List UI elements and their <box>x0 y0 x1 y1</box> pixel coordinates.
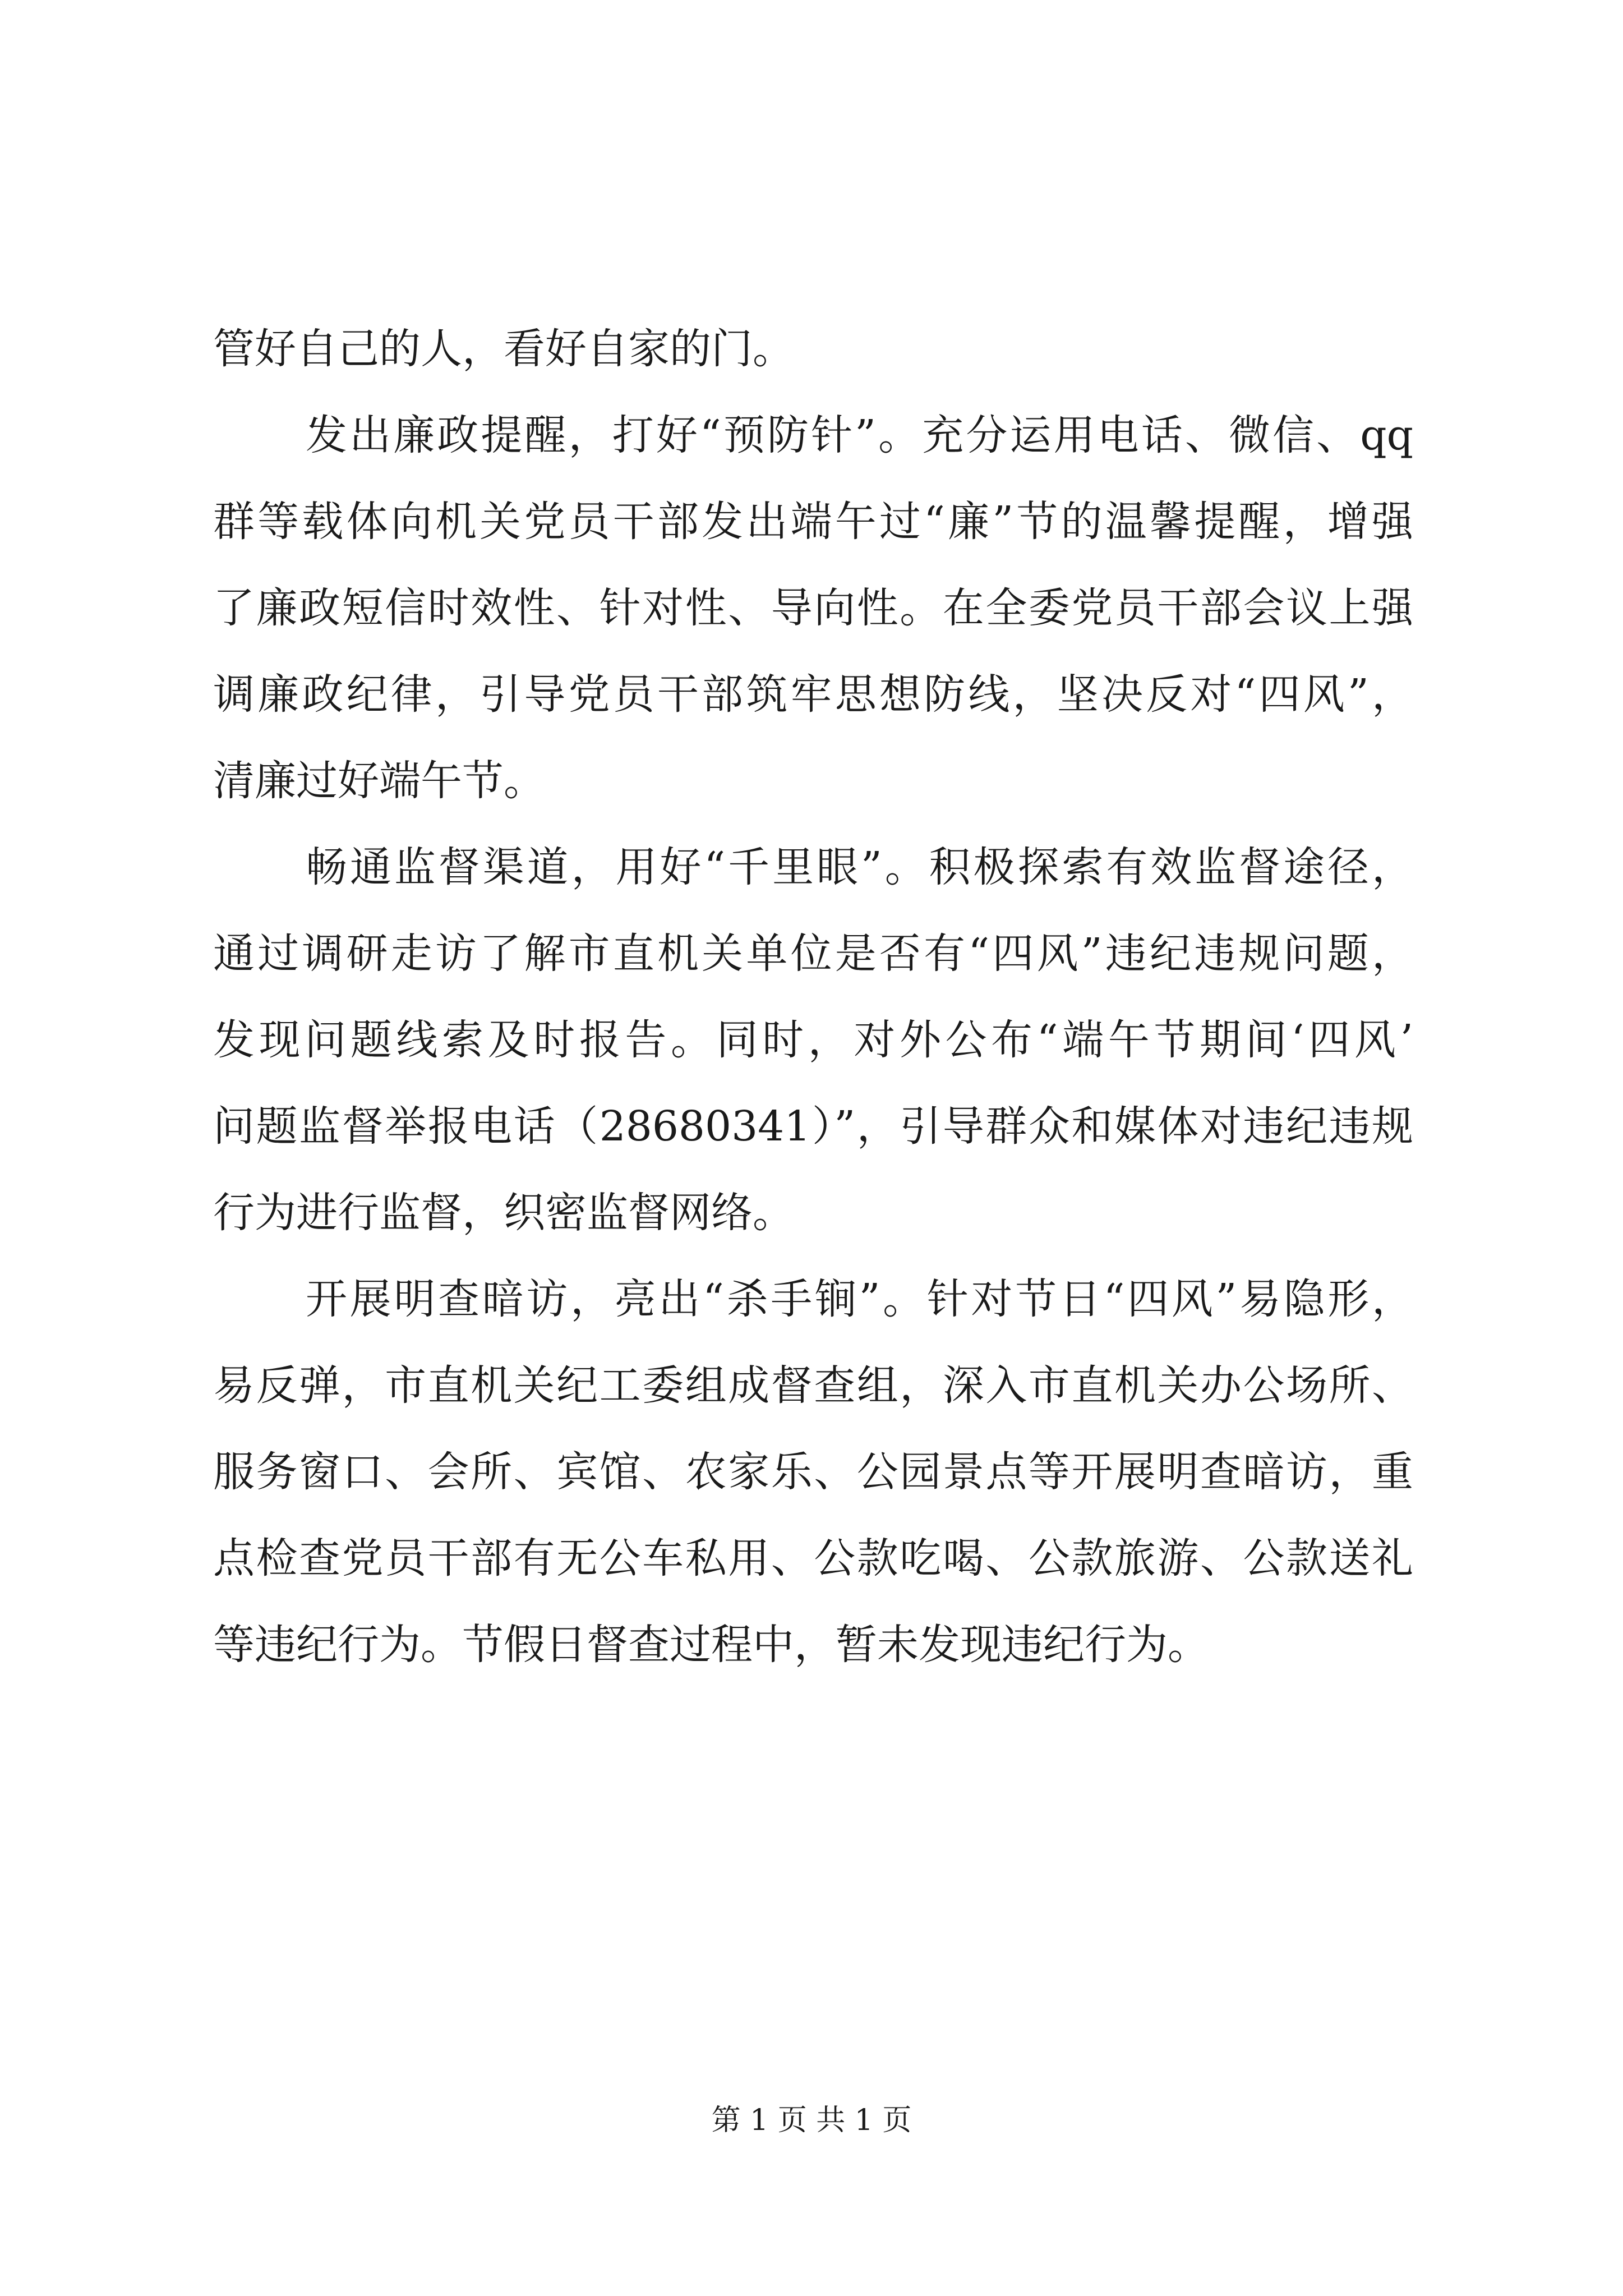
text-line: 行为进行监督，织密监督网络。 <box>213 1189 794 1237</box>
document-body <box>213 306 1413 1688</box>
text-line: 点检查党员干部有无公车私用、公款吃喝、公款旅游、公款送礼 <box>213 1534 1413 1582</box>
text-line: 通过调研走访了解市直机关单位是否有“四风”违纪违规问题， <box>213 930 1413 978</box>
page-footer: 第 1 页 共 1 页 <box>711 2104 912 2137</box>
text-line: 发出廉政提醒，打好“预防针”。充分运用电话、微信、qq <box>306 411 1413 459</box>
text-line: 调廉政纪律，引导党员干部筑牢思想防线，坚决反对“四风”， <box>213 670 1413 719</box>
text-line: 管好自己的人，看好自家的门。 <box>213 325 794 373</box>
text-line: 等违纪行为。节假日督查过程中，暂未发现违纪行为。 <box>213 1621 1209 1669</box>
text-line: 问题监督举报电话（28680341）”，引导群众和媒体对违纪违规 <box>213 1102 1413 1151</box>
text-line: 群等载体向机关党员干部发出端午过“廉”节的温馨提醒，增强 <box>213 498 1413 546</box>
text-line: 开展明查暗访，亮出“杀手锏”。针对节日“四风”易隐形， <box>306 1275 1413 1323</box>
text-line: 发现问题线索及时报告。同时，对外公布“端午节期间‘四风’ <box>213 1016 1413 1064</box>
text-line: 清廉过好端午节。 <box>213 757 545 805</box>
text-line: 服务窗口、会所、宾馆、农家乐、公园景点等开展明查暗访，重 <box>213 1448 1413 1496</box>
text-line: 畅通监督渠道，用好“千里眼”。积极探索有效监督途径， <box>306 843 1413 891</box>
text-line: 易反弹，市直机关纪工委组成督查组，深入市直机关办公场所、 <box>213 1361 1413 1410</box>
text-line: 了廉政短信时效性、针对性、导向性。在全委党员干部会议上强 <box>213 584 1413 632</box>
